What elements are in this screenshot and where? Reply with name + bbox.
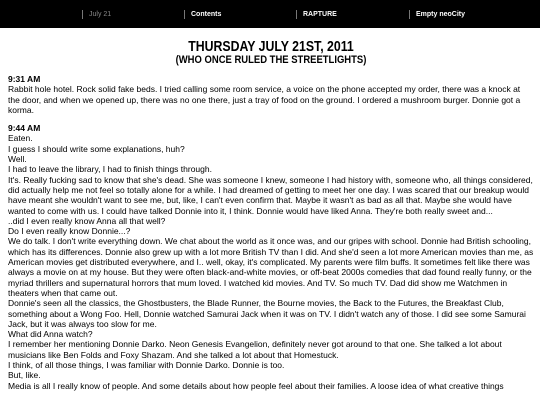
nav-empty-neocity-link[interactable]: Empty neoCity <box>409 10 465 19</box>
entry-text: Rabbit hole hotel. Rock solid fake beds. I tried calling some room service, a voice on the phone accepted my order, there was a knock at the door, and when we opened up, there was no one there, just a tray of food on the ground. I ordered a mushroom burger. Donnie got a korma. <box>8 84 521 115</box>
nav-contents-link[interactable]: Contents <box>184 10 221 19</box>
entry-line: We do talk. I don't write everything down. We chat about the world as it once was, and our gripes with school. Donnie had British schooling, which has its differences. Donnie also grew up with a lot more British TV than I did. And she'd seen a lot more American movies than me, as American movies get distributed everywhere, and I.. well, okay, it's complicated. My parents were film buffs. It sometimes felt like there was always a movie on at my house. But they were often black-and-white movies, or off-beat 2000s comedies that dad found really funny, or the myriad thrillers and supernatural horrors that mum loved. I watched kid movies. And TV. So much TV. Dad did show me Watchmen in theaters when that came out. <box>8 236 534 298</box>
nav-rapture-link[interactable]: RAPTURE <box>296 10 337 19</box>
journal-content <box>8 40 534 399</box>
entry-line: Eaten. <box>8 133 33 144</box>
top-navigation-bar <box>0 0 540 28</box>
page-subtitle: (WHO ONCE RULED THE STREETLIGHTS) <box>175 54 367 66</box>
nav-date[interactable]: July 21 <box>82 10 111 19</box>
entry-line: Media is all I really know of people. And some details about how people feel about their families. A loose idea of what creative things <box>8 380 504 391</box>
entry-line: I had to leave the library, I had to finish things through. <box>8 164 212 175</box>
entry-line: Donnie's seen all the classics, the Ghostbusters, the Blade Runner, the Bourne movies, the Back to the Futures, the Breakfast Club, something about a Wong Foo. Hell, Donnie watched Samurai Jack when it was on TV. I didn't watch any of those. I did see some Samurai Jack, but it was always too slow for me. <box>8 298 526 329</box>
entry-line: Well. <box>8 154 27 165</box>
journal-entry-1 <box>8 74 534 115</box>
journal-entry-2 <box>8 123 534 391</box>
entry-line: I think, of all those things, I was familiar with Donnie Darko. Donnie is too. <box>8 360 285 371</box>
entry-line: ..did I even really know Anna all that well? <box>8 215 166 226</box>
entry-line: Do I even really know Donnie...? <box>8 226 131 237</box>
entry-line: It's. Really fucking sad to know that she's dead. She was someone I knew, someone I had history with, someone who, all things considered, did actually help me not feel so totally alone for a while. I had dreamed of getting to meet her one day. I was scared that our breakup would have meant she wouldn't want to see me, but, like, I can't even confirm that. Maybe it wasn't as bad as all that. Maybe she would have wanted to come with us. I could have talked Donnie into it, I think. Donnie would have liked Anna. They're both really sweet and... <box>8 174 533 216</box>
entry-line: I remember her mentioning Donnie Darko. Neon Genesis Evangelion, definitely never got around to that one. She talked a lot about musicians like Ben Folds and Foxy Shazam. And she talked a lot about that Homestuck. <box>8 339 502 360</box>
entry-timestamp: 9:44 AM <box>8 123 41 134</box>
entry-line: But, like. <box>8 370 41 381</box>
entry-line: I guess I should write some explanations, huh? <box>8 143 185 154</box>
entry-line: What did Anna watch? <box>8 329 93 340</box>
entry-timestamp: 9:31 AM <box>8 74 41 84</box>
page-title: THURSDAY JULY 21ST, 2011 <box>188 38 354 55</box>
